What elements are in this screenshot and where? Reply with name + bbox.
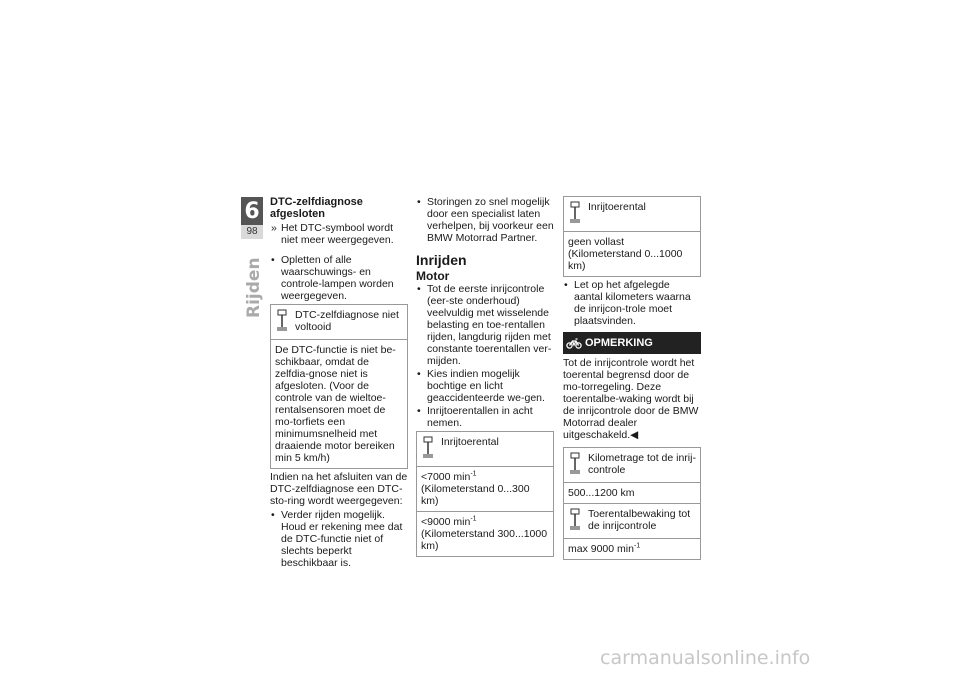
bullet-marker: • (417, 283, 421, 295)
note-body: Tot de inrijcontrole wordt het toerental begrensd door de mo-torregeling. Deze toerentalbe-waking wordt bij de inrijcontrole door de BMW Motorrad dealer uitgeschakeld. (563, 357, 699, 441)
chapter-heading: Inrijden (416, 252, 467, 268)
end-marker-icon: ◀ (630, 429, 639, 441)
bullet-text: Opletten of alle waarschuwings- en controle-lampen worden weergegeven. (281, 254, 394, 302)
paragraph: Indien na het afsluiten van de DTC-zelfdiagnose een DTC-sto-ring wordt weergegeven: (270, 471, 408, 507)
chapter-label-text: Rijden (244, 257, 264, 318)
bullet-marker: • (564, 279, 568, 291)
spec-value-main: <9000 min (421, 516, 471, 528)
subsection-heading: Motor (416, 269, 450, 283)
spec-box-title: Kilometrage tot de inrij-controle (588, 452, 696, 476)
spec-box-header (271, 305, 407, 339)
wrench-icon (421, 436, 437, 462)
bullet-item (416, 283, 554, 367)
spec-value-main: max 9000 min (568, 543, 634, 555)
column-2 (416, 196, 554, 559)
bullet-marker: • (417, 196, 421, 208)
spec-box (270, 304, 408, 469)
wrench-icon (568, 201, 584, 227)
spec-box-value (417, 511, 553, 556)
spec-box (563, 196, 701, 277)
bullet-text: Kies indien mogelijk bochtige en licht geaccidenteerde we-gen. (427, 368, 545, 404)
bullet-marker: • (271, 254, 275, 266)
column-1 (270, 196, 408, 577)
bullet-text: Tot de eerste inrijcontrole (eer-ste onderhoud) veelvuldig met wisselende belasting en toe-rentallen rijden, langdurig rijden met constante toerentallen ver-mijden. (427, 283, 552, 367)
spec-box-header (564, 197, 700, 231)
chapter-number: 6 (244, 198, 260, 224)
spec-value-exponent: -1 (633, 542, 641, 550)
spec-box-header (564, 503, 700, 538)
chapter-tab (241, 197, 263, 239)
watermark: carmanualsonline.info (600, 647, 811, 669)
bullet-item (270, 254, 408, 302)
spec-box (416, 431, 554, 557)
spec-value-exponent: -1 (470, 470, 477, 478)
bullet-item (416, 196, 554, 244)
spec-box-header (417, 432, 553, 466)
wrench-icon (568, 452, 584, 478)
bullet-item (416, 405, 554, 429)
bullet-text: Inrijtoerentallen in acht nemen. (427, 405, 533, 429)
wrench-icon (568, 508, 584, 534)
page-number: 98 (241, 225, 263, 239)
spec-box-title: Inrijtoerental (441, 436, 499, 448)
spec-box-title: DTC-zelfdiagnose niet voltooid (295, 309, 399, 333)
column-3 (563, 196, 701, 562)
bullet-marker: • (271, 509, 275, 521)
note-text (563, 357, 701, 441)
bullet-item (416, 368, 554, 404)
spec-value-condition: (Kilometerstand 0...300 km) (421, 483, 530, 507)
motorcycle-icon (563, 337, 585, 349)
spec-box (563, 447, 701, 560)
note-header (563, 332, 701, 354)
spec-box-value: 500...1200 km (564, 482, 700, 503)
chapter-number-block (241, 197, 263, 225)
spec-box-value (417, 466, 553, 511)
spec-box-title: Inrijtoerental (588, 201, 646, 213)
spec-box-title: Toerentalbewaking tot de inrijcontrole (588, 508, 691, 532)
step-text: Het DTC-symbool wordt niet meer weergegeven. (281, 222, 394, 246)
bullet-item (270, 509, 408, 569)
spec-box-value (564, 538, 700, 559)
bullet-item (563, 279, 701, 327)
spec-box-value: geen vollast (Kilometerstand 0...1000 km) (564, 231, 700, 276)
step-marker: » (271, 222, 277, 234)
wrench-icon (275, 309, 291, 335)
section-heading: DTC-zelfdiagnose afgesloten (270, 196, 363, 220)
spec-value-exponent: -1 (470, 515, 477, 523)
spec-box-value: De DTC-functie is niet be-schikbaar, omdat de zelfdia-gnose niet is afgesloten. (Voor de controle van de wieltoe-rentalsensoren moet de mo-torfiets een minimumsnelheid met draaiende motor bereiken min 5 km/h) (271, 339, 407, 468)
bullet-text: Storingen zo snel mogelijk door een specialist laten verhelpen, bij voorkeur een BMW Motorrad Partner. (427, 196, 554, 244)
note-label: OPMERKING (585, 337, 653, 349)
spec-value-main: <7000 min (421, 471, 471, 483)
bullet-marker: • (417, 405, 421, 417)
bullet-marker: • (417, 368, 421, 380)
bullet-text: Let op het afgelegde aantal kilometers waarna de inrijcon-trole moet plaatsvinden. (574, 279, 691, 327)
spec-value-condition: (Kilometerstand 300...1000 km) (421, 528, 548, 552)
spec-box-header (564, 448, 700, 482)
bullet-text: Verder rijden mogelijk. Houd er rekening mee dat de DTC-functie niet of slechts beperkt beschikbaar is. (281, 509, 403, 569)
step-item (270, 222, 408, 246)
